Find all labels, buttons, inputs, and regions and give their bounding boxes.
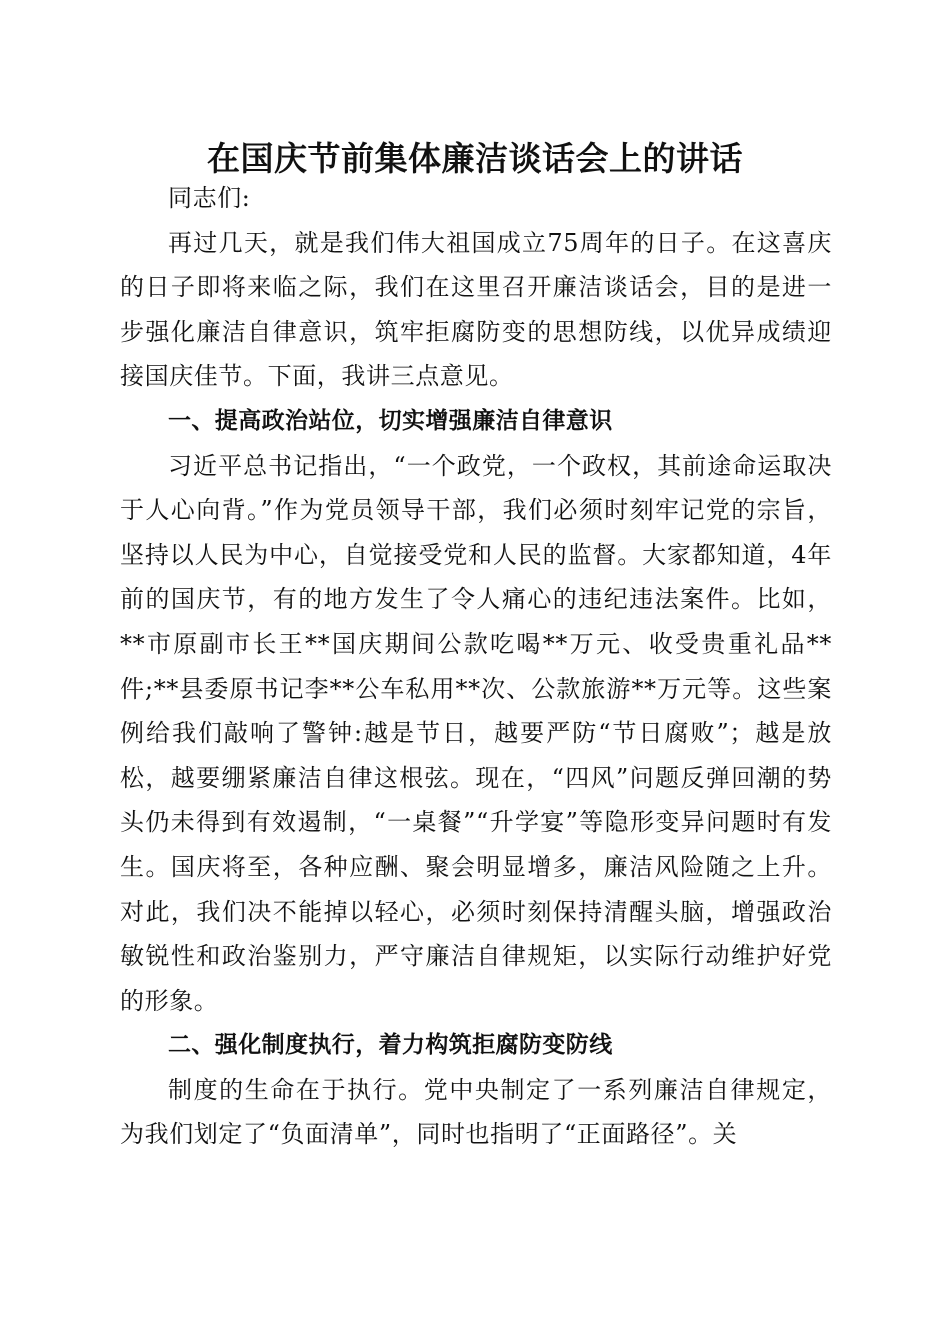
section-1-paragraph: 习近平总书记指出，“一个政党，一个政权，其前途命运取决于人心向背。”作为党员领导干部，我们必须时刻牢记党的宗旨，坚持以人民为中心，自觉接受党和人民的监督。大家都知道，4年前的国庆节，有的地方发生了令人痛心的违纪违法案件。比如，**市原副市长王**国庆期间公款吃喝**万元、收受贵重礼品**件;**县委原书记李**公车私用**次、公款旅游**万元等。这些案例给我们敲响了警钟:越是节日，越要严防“节日腐败”；越是放松，越要绷紧廉洁自律这根弦。现在，“四风”问题反弹回潮的势头仍未得到有效遏制，“一桌餐”“升学宴”等隐形变异问题时有发生。国庆将至，各种应酬、聚会明显增多，廉洁风险随之上升。对此，我们决不能掉以轻心，必须时刻保持清醒头脑，增强政治敏锐性和政治鉴别力，严守廉洁自律规矩，以实际行动维护好党的形象。 xyxy=(120,451,832,1015)
section-1-heading: 一、提高政治站位，切实增强廉洁自律意识 xyxy=(168,407,613,434)
document-title: 在国庆节前集体廉洁谈话会上的讲话 xyxy=(207,139,743,178)
greeting: 同志们: xyxy=(168,184,251,212)
section-2-paragraph: 制度的生命在于执行。党中央制定了一系列廉洁自律规定，为我们划定了“负面清单”，同时也指明了“正面路径”。关 xyxy=(120,1075,832,1149)
section-2-heading: 二、强化制度执行，着力构筑拒腐防变防线 xyxy=(168,1032,613,1059)
intro-paragraph: 再过几天，就是我们伟大祖国成立75周年的日子。在这喜庆的日子即将来临之际，我们在这里召开廉洁谈话会，目的是进一步强化廉洁自律意识，筑牢拒腐防变的思想防线，以优异成绩迎接国庆佳节。下面，我讲三点意见。 xyxy=(120,228,832,391)
document-body xyxy=(120,176,832,1157)
